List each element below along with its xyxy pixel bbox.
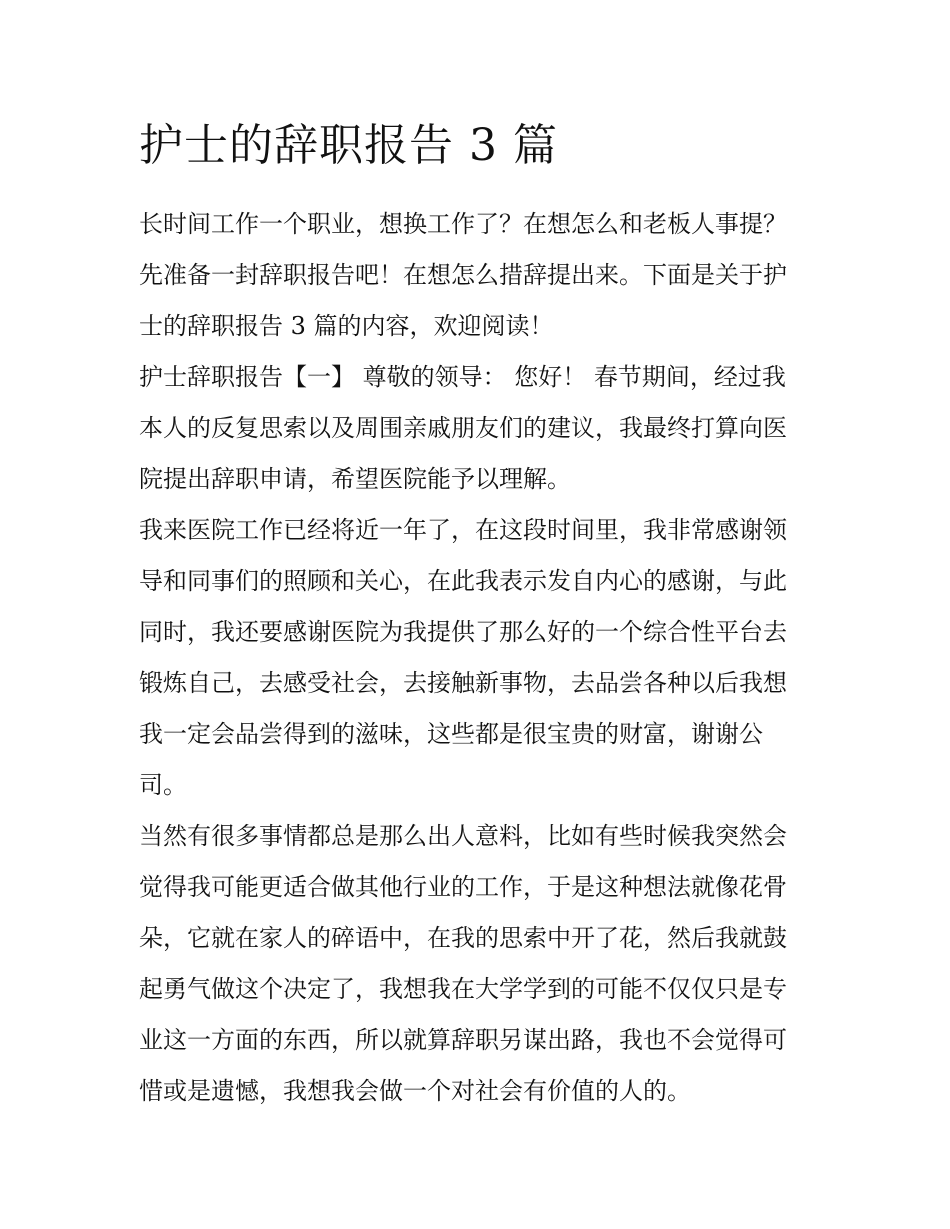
text-line: 当然有很多事情都总是那么出人意料，比如有些时候我突然会: [139, 822, 787, 850]
text-line: 先准备一封辞职报告吧！在想怎么措辞提出来。下面是关于护: [139, 261, 787, 289]
text-line: 院提出辞职申请，希望医院能予以理解。: [139, 465, 571, 493]
text-line: 士的辞职报告 3 篇的内容，欢迎阅读！: [139, 312, 554, 340]
paragraph-gratitude: [139, 505, 819, 811]
text-line: 护士辞职报告【一】 尊敬的领导： 您好！ 春节期间，经过我: [139, 363, 786, 391]
text-line: 惜或是遗憾，我想我会做一个对社会有价值的人的。: [139, 1077, 691, 1105]
document-body: [139, 199, 819, 1117]
text-line: 司。: [139, 771, 187, 799]
document-title: 护士的辞职报告 3 篇: [139, 120, 558, 171]
text-line: 业这一方面的东西，所以就算辞职另谋出路，我也不会觉得可: [139, 1026, 787, 1054]
text-line: 觉得我可能更适合做其他行业的工作，于是这种想法就像花骨: [139, 873, 787, 901]
text-line: 同时，我还要感谢医院为我提供了那么好的一个综合性平台去: [139, 618, 787, 646]
text-line: 我来医院工作已经将近一年了，在这段时间里，我非常感谢领: [139, 516, 787, 544]
text-line: 起勇气做这个决定了，我想我在大学学到的可能不仅仅只是专: [139, 975, 787, 1003]
text-line: 锻炼自己，去感受社会，去接触新事物，去品尝各种以后我想: [139, 669, 787, 697]
paragraph-intro: [139, 199, 819, 352]
text-line: 本人的反复思索以及周围亲戚朋友们的建议，我最终打算向医: [139, 414, 787, 442]
text-line: 朵，它就在家人的碎语中，在我的思索中开了花，然后我就鼓: [139, 924, 787, 952]
paragraph-report-one-opening: [139, 352, 819, 505]
paragraph-decision: [139, 811, 819, 1117]
text-line: 我一定会品尝得到的滋味，这些都是很宝贵的财富，谢谢公: [139, 720, 763, 748]
text-line: 导和同事们的照顾和关心，在此我表示发自内心的感谢，与此: [139, 567, 787, 595]
text-line: 长时间工作一个职业，想换工作了？在想怎么和老板人事提？: [139, 210, 787, 238]
